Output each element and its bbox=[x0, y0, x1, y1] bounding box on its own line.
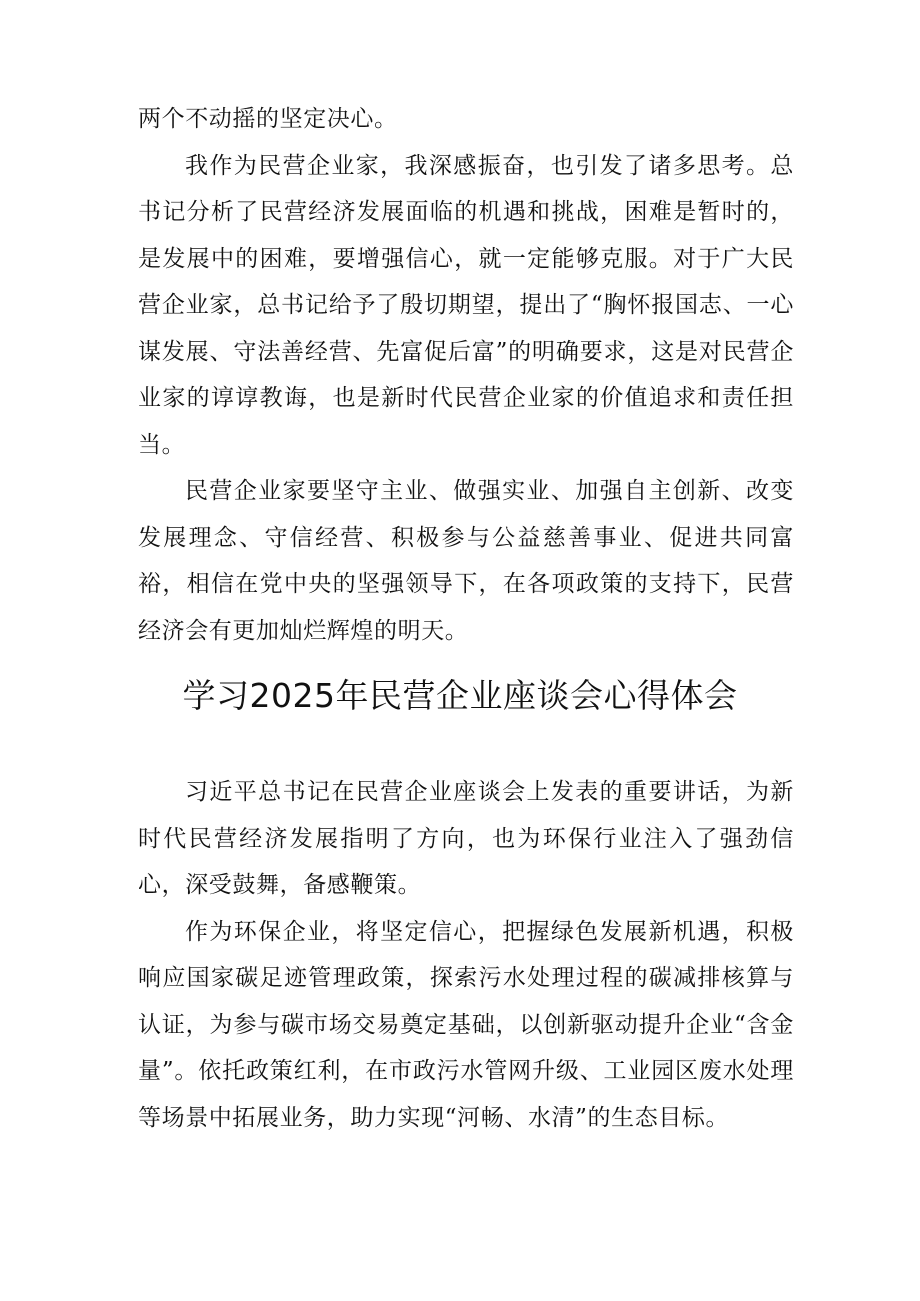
paragraph-continuation: 两个不动摇的坚定决心。 bbox=[138, 106, 398, 132]
article-title: 学习2025年民营企业座谈会心得体会 bbox=[182, 676, 738, 715]
paragraph-entrepreneur-reflection: 我作为民营企业家，我深感振奋，也引发了诸多思考。总书记分析了民营经济发展面临的机遇和挑战，困难是暂时的，是发展中的困难，要增强信心，就一定能够克服。对于广大民营企业家，总书记给予了殷切期望，提出了“胸怀报国志、一心谋发展、守法善经营、先富促后富”的明确要求，这是对民营企业家的谆谆教诲，也是新时代民营企业家的价值追求和责任担当。 bbox=[138, 152, 794, 458]
paragraph-entrepreneur-duties: 民营企业家要坚守主业、做强实业、加强自主创新、改变发展理念、守信经营、积极参与公益慈善事业、促进共同富裕，相信在党中央的坚强领导下，在各项政策的支持下，民营经济会有更加灿烂辉煌的明天。 bbox=[138, 478, 794, 644]
paragraph-speech-intro: 习近平总书记在民营企业座谈会上发表的重要讲话，为新时代民营经济发展指明了方向，也为环保行业注入了强劲信心，深受鼓舞，备感鞭策。 bbox=[138, 779, 794, 898]
section-2-body bbox=[138, 769, 794, 1141]
paragraph-environmental-enterprise: 作为环保企业，将坚定信心，把握绿色发展新机遇，积极响应国家碳足迹管理政策，探索污水处理过程的碳减排核算与认证，为参与碳市场交易奠定基础，以创新驱动提升企业“含金量”。依托政策红利，在市政污水管网升级、工业园区废水处理等场景中拓展业务，助力实现“河畅、水清”的生态目标。 bbox=[138, 918, 794, 1131]
section-1-body bbox=[138, 96, 794, 654]
